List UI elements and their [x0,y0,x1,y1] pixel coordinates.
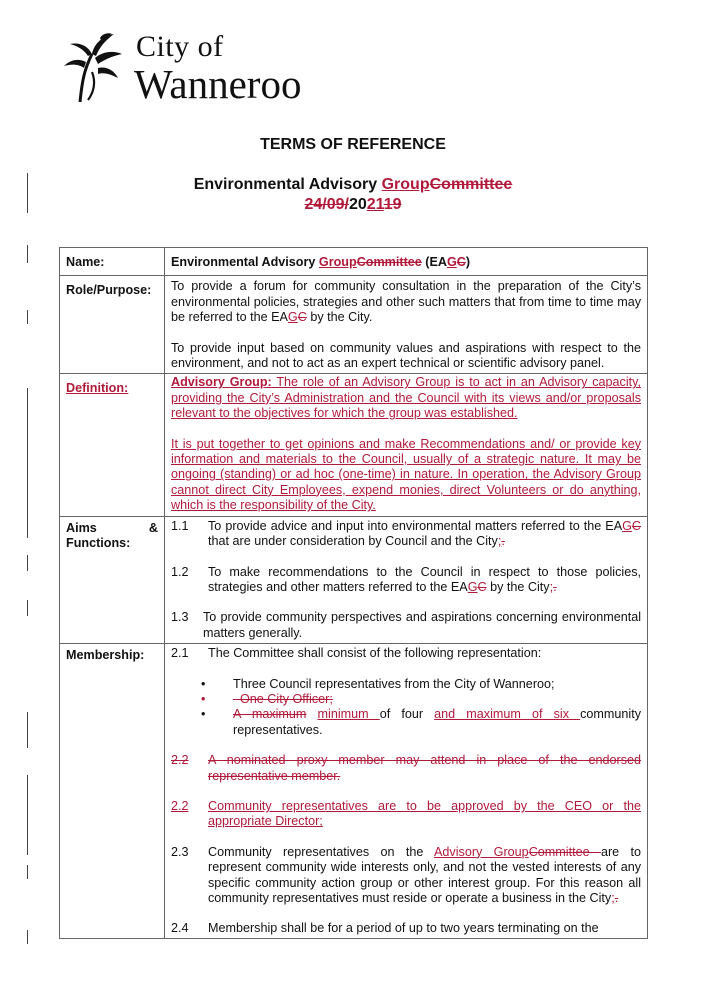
membership-insertion-2: ; [611,891,615,905]
bullet-deletion: A [233,707,252,722]
label-role: Role/Purpose: [60,276,165,374]
change-bar [27,310,28,324]
item-text: Membership shall be for a period of up to two years terminating on the [208,921,599,936]
date-insertion: 21 [366,196,384,213]
definition-term: Advisory Group: [171,375,272,390]
item-number: 1.3 [171,610,189,625]
role-paragraph-1 [171,279,641,325]
date-year: 20 [348,196,367,213]
label-membership: Membership: [60,644,165,939]
value-aims [165,516,648,643]
aims-item-2 [171,565,641,596]
bullet-icon: • [201,691,206,706]
logo-text-city: City of [136,30,224,63]
aims-label-amp: & [148,520,158,535]
item-number: 2.2 [171,753,189,768]
document-title: TERMS OF REFERENCE [260,136,446,153]
bullet-insertion: minimum [317,707,380,722]
name-deletion-2: C [456,255,466,269]
membership-insertion: Advisory Group [434,844,529,859]
name-insertion-2: G [446,255,457,269]
item-number: 1.1 [171,518,189,533]
subtitle-insertion: Group [381,176,430,193]
bullet-deletion-2: maximum [251,707,307,722]
role-deletion: C [297,310,307,325]
bullet-text [233,707,641,738]
aims-label-functions: Functions: [66,536,131,551]
bullet-icon: • [201,676,206,691]
aims-label-word: Aims [66,520,97,535]
name-insertion: Group [318,255,357,269]
terms-table [59,247,648,939]
aims-deletion-2: . [501,534,505,549]
label-aims [60,516,165,643]
bullet-text: One City Officer; [233,691,333,706]
bullet-text-mid: of four [379,707,435,722]
aims-insertion: G [467,579,478,594]
membership-bullet-1 [201,677,641,692]
role-paragraph-2: To provide input based on community values and aspirations with respect to the environment, and not to act as an expert technical or scientific advisory panel. [171,340,641,371]
aims-deletion: C [477,579,487,594]
aims-insertion-2: ; [497,534,502,549]
definition-label-text: Definition: [66,381,129,396]
item-number: 1.2 [171,564,189,579]
row-definition [60,374,648,516]
membership-item-2-2-deleted [171,753,641,784]
change-bar [27,600,28,616]
aims-insertion-2: ; [549,579,554,594]
item-text: The Committee shall consist of the following representation: [208,646,542,661]
aims-text-2: by the City [486,579,550,594]
item-text: To provide community perspectives and aspirations concerning environmental matters generally. [203,610,641,640]
item-number: 2.2 [171,798,189,813]
item-text [208,845,641,907]
aims-deletion: C [631,518,641,533]
document-subtitle [0,175,706,215]
definition-paragraph-1 [171,375,641,421]
name-text: Environmental Advisory [171,255,319,269]
name-text-3: ) [465,255,471,269]
change-bar [27,865,28,879]
change-bar [27,388,28,538]
bullet-insertion-2: and maximum of six [434,707,581,722]
value-role [165,276,648,374]
change-bar [27,930,28,944]
name-text-2: (EA [421,255,447,269]
aims-text-2: that are under consideration by Council and the City [208,534,498,549]
subtitle-text: Environmental Advisory [193,176,382,193]
change-bar [27,555,28,571]
item-number: 2.4 [171,921,189,936]
membership-deletion: Committee [528,844,601,859]
logo-text-wanneroo: Wanneroo [134,61,302,107]
item-text: Community representatives are to be approved by the CEO or the appropriate Director; [208,798,641,829]
aims-text: To provide advice and input into environmental matters referred to the EA [208,518,623,533]
membership-bullet-3 [201,707,641,738]
membership-text: Community representatives on the [208,844,435,859]
change-bar [27,173,28,213]
row-role [60,276,648,374]
label-name: Name: [60,248,165,276]
definition-text: The role of an Advisory Group is to act in an Advisory capacity, providing the City’s Administration and the Council with its views and/or proposals relevant to the objectives for which the group was established. [171,375,641,421]
value-name [165,248,648,276]
change-bar [27,775,28,855]
membership-item-2-4 [171,921,641,936]
aims-text: To make recommendations to the Council in respect to those policies, strategies and other matters referred to the EA [208,564,641,594]
change-bar [27,712,28,748]
aims-deletion-2: . [553,579,557,594]
membership-item-2-3 [171,845,641,907]
value-membership [165,644,648,939]
item-text [208,565,641,596]
label-definition [60,374,165,516]
kangaroo-paw-icon [62,32,132,104]
row-membership [60,644,648,939]
definition-paragraph-2: It is put together to get opinions and make Recommendations and/ or provide key information and materials to the Council, usually of a strategic nature. It may be ongoing (standing) or ad hoc (one-time) in nature. In operation, the Advisory Group cannot direct City Employees, expend monies, direct Volunteers or do anything, which is the responsibility of the City. [171,436,641,513]
row-name [60,248,648,276]
membership-item-2-2-inserted [171,799,641,830]
date-deletion-2: 19 [383,196,402,213]
item-text [208,519,641,550]
role-text-2: by the City. [306,310,373,325]
aims-item-1 [171,519,641,550]
city-logo [62,30,322,105]
date-deletion: 24/09/ [304,196,349,213]
item-number: 2.1 [171,646,189,661]
aims-item-3 [171,610,641,641]
role-insertion: G [287,310,298,325]
membership-item-2-1 [171,646,641,661]
row-aims [60,516,648,643]
value-definition [165,374,648,516]
bullet-text: Three Council representatives from the City of Wanneroo; [233,676,555,691]
change-bar [27,245,28,263]
membership-bullet-2 [201,692,641,707]
item-text: A nominated proxy member may attend in place of the endorsed representative member. [208,753,641,783]
aims-insertion: G [622,518,632,533]
bullet-icon: • [201,707,206,722]
role-text: To provide a forum for community consultation in the preparation of the City’s environmental policies, strategies and other such matters that from time to time may be referred to the EA [171,279,641,325]
item-number: 2.3 [171,844,189,859]
bullet-text-end: community representatives. [233,707,642,737]
membership-text-2: are to represent community wide interests only, and not the vested interests of any specific community action group or other interest group. For this reason all community representatives must reside or operate a business in the City [208,844,641,905]
subtitle-deletion: Committee [429,176,513,193]
membership-deletion-2: . [614,891,619,905]
name-deletion: Committee [356,255,422,269]
